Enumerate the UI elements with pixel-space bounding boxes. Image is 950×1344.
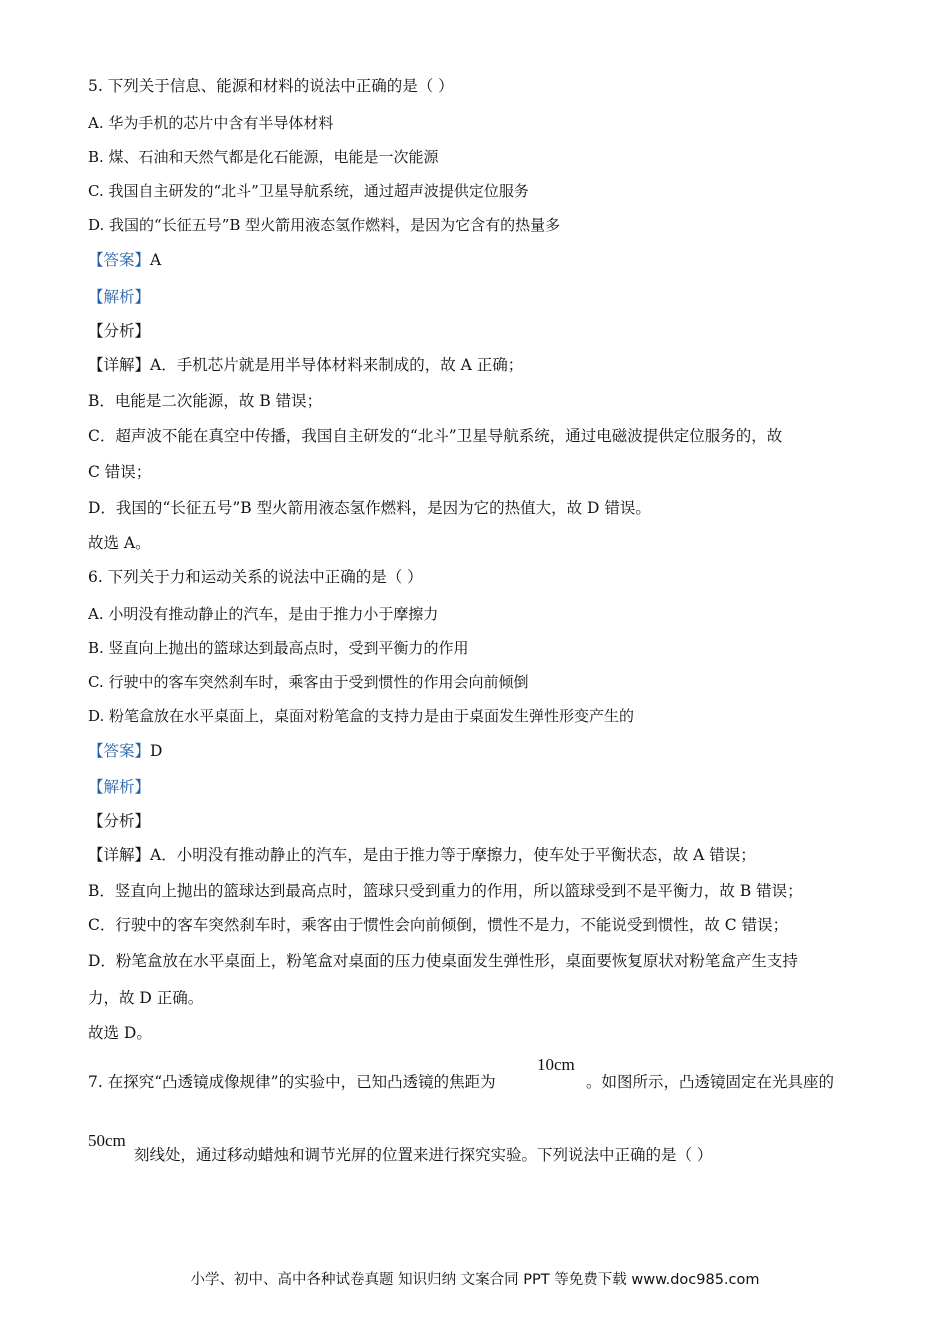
- q6-option-b: B. 竖直向上抛出的篮球达到最高点时，受到平衡力的作用: [88, 639, 469, 657]
- page-footer: 小学、初中、高中各种试卷真题 知识归纳 文案合同 PPT 等免费下载 www.doc985.com: [190, 1272, 760, 1288]
- q6-detail-d1: D．粉笔盒放在水平桌面上，粉笔盒对桌面的压力使桌面发生弹性形，桌面要恢复原状对粉笔盒产生支持: [88, 952, 798, 970]
- q5-detail-a: [88, 355, 523, 375]
- q6-answer: [88, 741, 162, 761]
- detail-tag: 【详解】: [88, 356, 151, 374]
- answer-value: A: [150, 251, 162, 269]
- q5-option-c: C. 我国自主研发的“北斗”卫星导航系统，通过超声波提供定位服务: [88, 182, 529, 200]
- q5-option-b: B. 煤、石油和天然气都是化石能源，电能是一次能源: [88, 148, 439, 166]
- q6-analysis-tag: 【解析】: [88, 778, 151, 796]
- answer-value: D: [150, 742, 163, 760]
- answer-tag: 【答案】: [88, 251, 151, 269]
- q5-option-a: A. 华为手机的芯片中含有半导体材料: [88, 114, 334, 132]
- q6-detail-c: C．行驶中的客车突然刹车时，乘客由于惯性会向前倾倒，惯性不是力，不能说受到惯性，故 C 错误；: [88, 916, 789, 934]
- q7-stem-part3: 刻线处，通过移动蜡烛和调节光屏的位置来进行探究实验。下列说法中正确的是（ ）: [134, 1146, 713, 1164]
- q6-conclusion: 故选 D。: [88, 1024, 152, 1042]
- q6-option-c: C. 行驶中的客车突然刹车时，乘客由于受到惯性的作用会向前倾倒: [88, 673, 529, 691]
- q6-stem: 6. 下列关于力和运动关系的说法中正确的是（ ）: [88, 568, 423, 586]
- q6-option-d: D. 粉笔盒放在水平桌面上，桌面对粉笔盒的支持力是由于桌面发生弹性形变产生的: [88, 707, 635, 725]
- q6-detail-b: B．竖直向上抛出的篮球达到最高点时，篮球只受到重力的作用，所以篮球受到不是平衡力，故 B 错误；: [88, 882, 803, 900]
- answer-tag: 【答案】: [88, 742, 151, 760]
- q5-analysis-tag: 【解析】: [88, 288, 151, 306]
- q6-detail-a: [88, 845, 756, 865]
- q5-detail-c2: C 错误；: [88, 463, 152, 481]
- detail-text: A．手机芯片就是用半导体材料来制成的，故 A 正确；: [150, 356, 524, 374]
- q5-conclusion: 故选 A。: [88, 534, 151, 552]
- q7-position: 50cm: [88, 1131, 126, 1150]
- q7-stem-part2: 。如图所示，凸透镜固定在光具座的: [586, 1073, 835, 1091]
- q5-stem: 5. 下列关于信息、能源和材料的说法中正确的是（ ）: [88, 77, 454, 95]
- q6-option-a: A. 小明没有推动静止的汽车，是由于推力小于摩擦力: [88, 605, 439, 623]
- q5-answer: [88, 250, 161, 270]
- q7-stem-part1: 7. 在探究“凸透镜成像规律”的实验中，已知凸透镜的焦距为: [88, 1073, 496, 1091]
- detail-tag: 【详解】: [88, 846, 151, 864]
- q6-detail-d2: 力，故 D 正确。: [88, 989, 204, 1007]
- q5-detail-b: B．电能是二次能源，故 B 错误；: [88, 392, 323, 410]
- q5-option-d: D. 我国的“长征五号”B 型火箭用液态氢作燃料，是因为它含有的热量多: [88, 216, 561, 234]
- detail-text: A．小明没有推动静止的汽车，是由于推力等于摩擦力，使车处于平衡状态，故 A 错误；: [150, 846, 756, 864]
- q5-detail-d: D．我国的“长征五号”B 型火箭用液态氢作燃料，是因为它的热值大，故 D 错误。: [88, 499, 651, 517]
- q6-fenxi: 【分析】: [88, 812, 151, 830]
- q5-detail-c1: C．超声波不能在真空中传播，我国自主研发的“北斗”卫星导航系统，通过电磁波提供定位服务的，故: [88, 427, 783, 445]
- q7-focal-length: 10cm: [537, 1055, 575, 1074]
- q5-fenxi: 【分析】: [88, 322, 151, 340]
